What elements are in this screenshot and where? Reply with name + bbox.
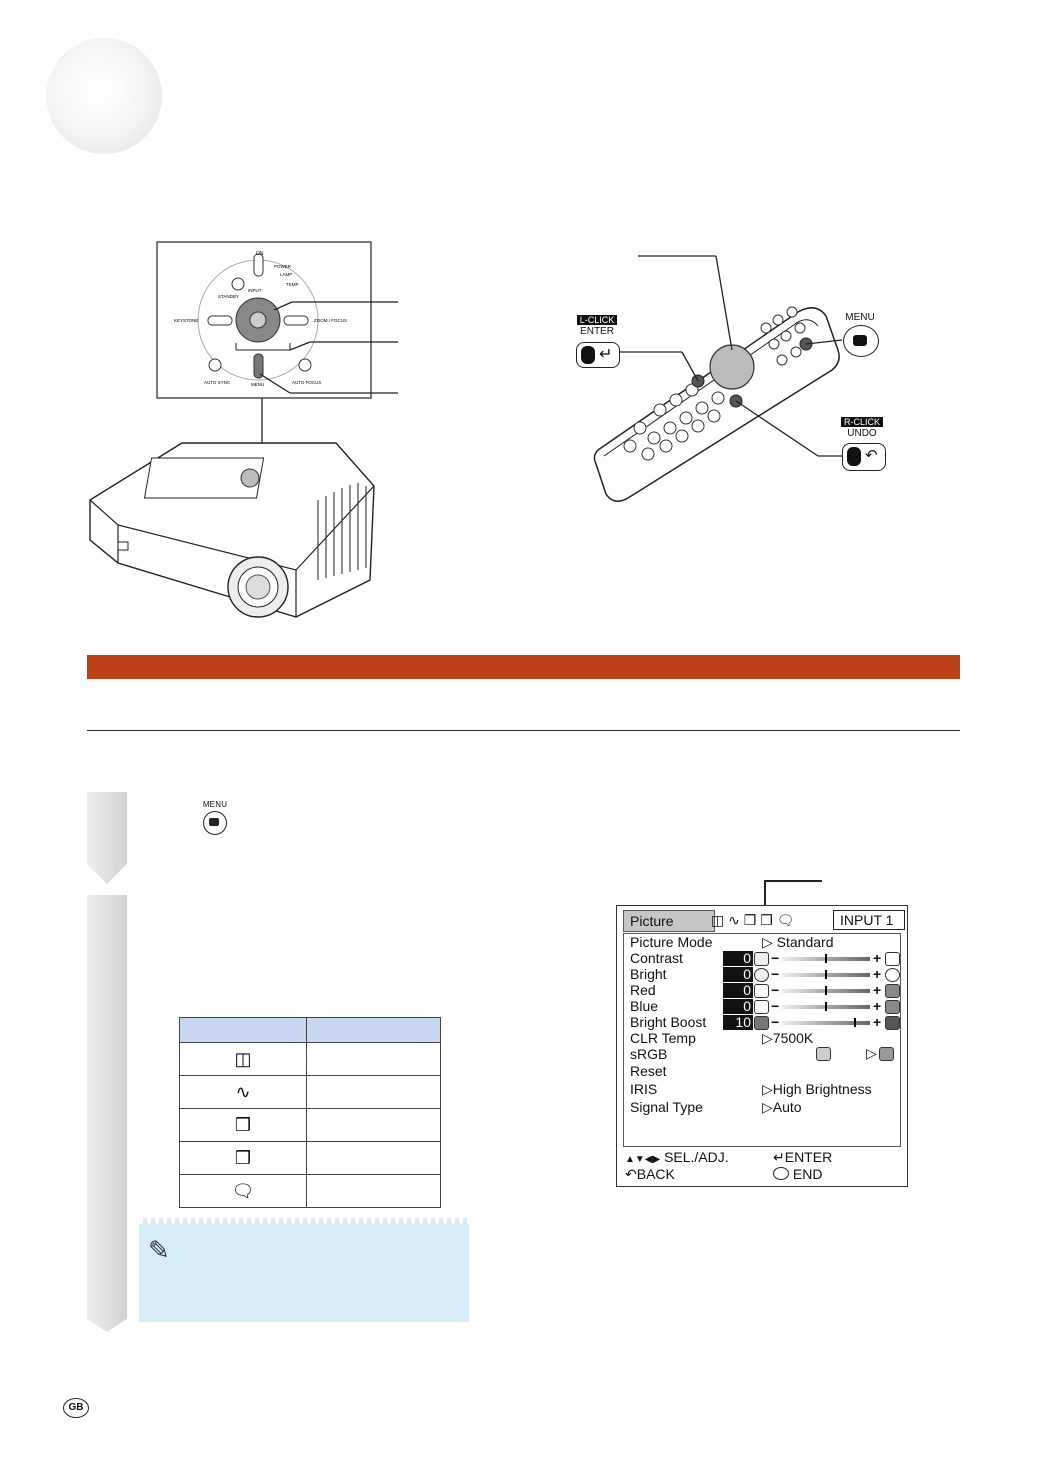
osd-red-slider: − + — [754, 983, 899, 998]
table-row — [180, 1043, 441, 1076]
panel-input-label: INPUT — [248, 288, 262, 293]
lclick-enter-button — [576, 342, 620, 368]
remote-illustration — [570, 250, 930, 510]
osd-bright-boost-value: 10 — [723, 1015, 753, 1030]
end-icon — [773, 1167, 789, 1180]
osd-input-indicator: INPUT 1 — [833, 910, 905, 930]
signal-menu-icon: ∿ — [180, 1076, 307, 1109]
table-cell — [307, 1175, 441, 1208]
osd-menu-screen — [616, 905, 908, 1187]
osd-callout-line-h — [764, 880, 822, 882]
mouse-icon-right — [847, 447, 861, 466]
osd-menu-icons — [711, 910, 821, 930]
panel-temp-label: TEMP — [286, 282, 299, 287]
picture-tab-icon: ◫ — [711, 912, 725, 928]
panel-zoom-focus-label: ZOOM / FOCUS — [314, 318, 347, 323]
osd-clr-temp-value: ▷7500K — [762, 1030, 814, 1046]
language-menu-icon: 🗨 — [180, 1175, 307, 1208]
back-footer-label: BACK — [636, 1166, 675, 1182]
sel-adj-label: SEL./ADJ. — [664, 1149, 729, 1165]
osd-row-reset: Reset — [630, 1063, 667, 1079]
osd-picture-mode-value: ▷ Standard — [762, 934, 834, 950]
table-cell — [307, 1142, 441, 1175]
menu-button — [843, 325, 879, 357]
table-row — [180, 1142, 441, 1175]
osd-contrast-slider: − + — [754, 951, 899, 966]
osd-signal-type-value: ▷Auto — [762, 1099, 802, 1115]
osd-footer-end — [773, 1166, 822, 1182]
menu-callout-label: MENU — [845, 312, 875, 323]
osd-row-clr-temp: CLR Temp — [630, 1030, 696, 1046]
note-pencil-icon: ✎ — [148, 1235, 170, 1265]
osd-blue-value: 0 — [723, 999, 753, 1014]
mouse-icon — [581, 346, 595, 364]
panel-auto-sync-label: AUTO SYNC — [204, 380, 231, 385]
panel-on-label: ON — [256, 251, 264, 257]
table-row — [180, 1109, 441, 1142]
table-cell — [307, 1076, 441, 1109]
region-badge: GB — [63, 1398, 89, 1418]
options2-tab-icon: ❒ — [760, 912, 773, 928]
menu-icon-table — [179, 1017, 441, 1208]
undo-label: UNDO — [847, 428, 877, 439]
section-rule — [87, 730, 960, 731]
options1-tab-icon: ❒ — [743, 912, 757, 928]
enter-icon: ↵ — [773, 1149, 785, 1165]
lclick-tag: L-CLICK — [577, 315, 618, 325]
table-header-cell — [307, 1018, 441, 1043]
step-2-tab — [87, 895, 127, 1332]
lclick-enter-callout — [575, 315, 619, 337]
enter-arrow-icon: ↵ — [599, 346, 613, 363]
enter-label: ENTER — [580, 326, 614, 337]
srgb-selector-icon: ▷ — [866, 1045, 877, 1061]
osd-footer-back — [625, 1166, 675, 1183]
step-1-tab — [87, 792, 127, 884]
section-header-bar — [87, 655, 960, 679]
osd-row-bright-boost: Bright Boost — [630, 1014, 707, 1030]
undo-arrow-icon: ↶ — [865, 447, 878, 464]
srgb-on-icon — [879, 1047, 894, 1061]
rclick-tag: R-CLICK — [841, 417, 883, 427]
panel-power-label: POWER — [274, 264, 292, 269]
table-row — [180, 1076, 441, 1109]
osd-signal-type-option: Auto — [772, 1099, 802, 1115]
language-tab-icon: 🗨 — [776, 912, 795, 928]
osd-picture-tab: Picture — [623, 910, 715, 932]
menu-key-icon — [203, 811, 227, 835]
picture-menu-icon: ◫ — [180, 1043, 307, 1076]
osd-iris-option: High Brightness — [772, 1081, 872, 1097]
table-cell — [307, 1043, 441, 1076]
back-icon: ↶ — [625, 1166, 637, 1182]
osd-clr-temp-option: 7500K — [772, 1030, 814, 1046]
osd-row-blue: Blue — [630, 998, 659, 1014]
osd-panel — [623, 933, 901, 1147]
osd-row-bright: Bright — [630, 966, 667, 982]
osd-row-iris: IRIS — [630, 1081, 658, 1097]
table-header-row — [180, 1018, 441, 1043]
table-header-cell — [180, 1018, 307, 1043]
options1-menu-icon: ❒ — [180, 1109, 307, 1142]
osd-bright-value: 0 — [723, 967, 753, 982]
table-cell — [307, 1109, 441, 1142]
osd-red-value: 0 — [723, 983, 753, 998]
osd-row-red: Red — [630, 982, 656, 998]
rclick-undo-callout — [840, 417, 884, 439]
projector-illustration — [78, 240, 408, 635]
osd-row-srgb: sRGB — [630, 1046, 668, 1062]
osd-row-picture-mode: Picture Mode — [630, 934, 713, 950]
menu-icon — [853, 335, 867, 346]
panel-keystone-label: KEYSTONE — [174, 318, 199, 323]
osd-picture-mode-option: Standard — [776, 934, 834, 950]
srgb-off-icon — [816, 1047, 831, 1061]
note-box — [139, 1218, 469, 1322]
osd-footer-enter — [773, 1149, 832, 1166]
osd-bright-slider: − + — [754, 967, 899, 982]
osd-row-contrast: Contrast — [630, 950, 683, 966]
panel-auto-focus-label: AUTO FOCUS — [292, 380, 322, 385]
chapter-corner-graphic — [46, 38, 162, 154]
osd-bright-boost-slider: − + — [754, 1015, 899, 1030]
step1-menu-key-label: MENU — [202, 800, 228, 809]
options2-menu-icon: ❒ — [180, 1142, 307, 1175]
signal-tab-icon: ∿ — [728, 912, 740, 928]
rclick-undo-button — [842, 443, 886, 471]
arrows-icon: ▲▼◀▶ — [625, 1154, 661, 1165]
step1-menu-key — [190, 800, 240, 840]
osd-footer-sel-adj — [625, 1149, 729, 1165]
end-footer-label: END — [792, 1166, 823, 1182]
osd-blue-slider: − + — [754, 999, 899, 1014]
panel-menu-label: MENU — [251, 382, 265, 387]
osd-iris-value: ▷High Brightness — [762, 1081, 872, 1097]
osd-row-signal-type: Signal Type — [630, 1099, 703, 1115]
table-row — [180, 1175, 441, 1208]
osd-contrast-value: 0 — [723, 951, 753, 966]
panel-standby-label: STANDBY — [218, 294, 239, 299]
panel-lamp-label: LAMP — [280, 272, 293, 277]
enter-footer-label: ENTER — [784, 1149, 833, 1165]
